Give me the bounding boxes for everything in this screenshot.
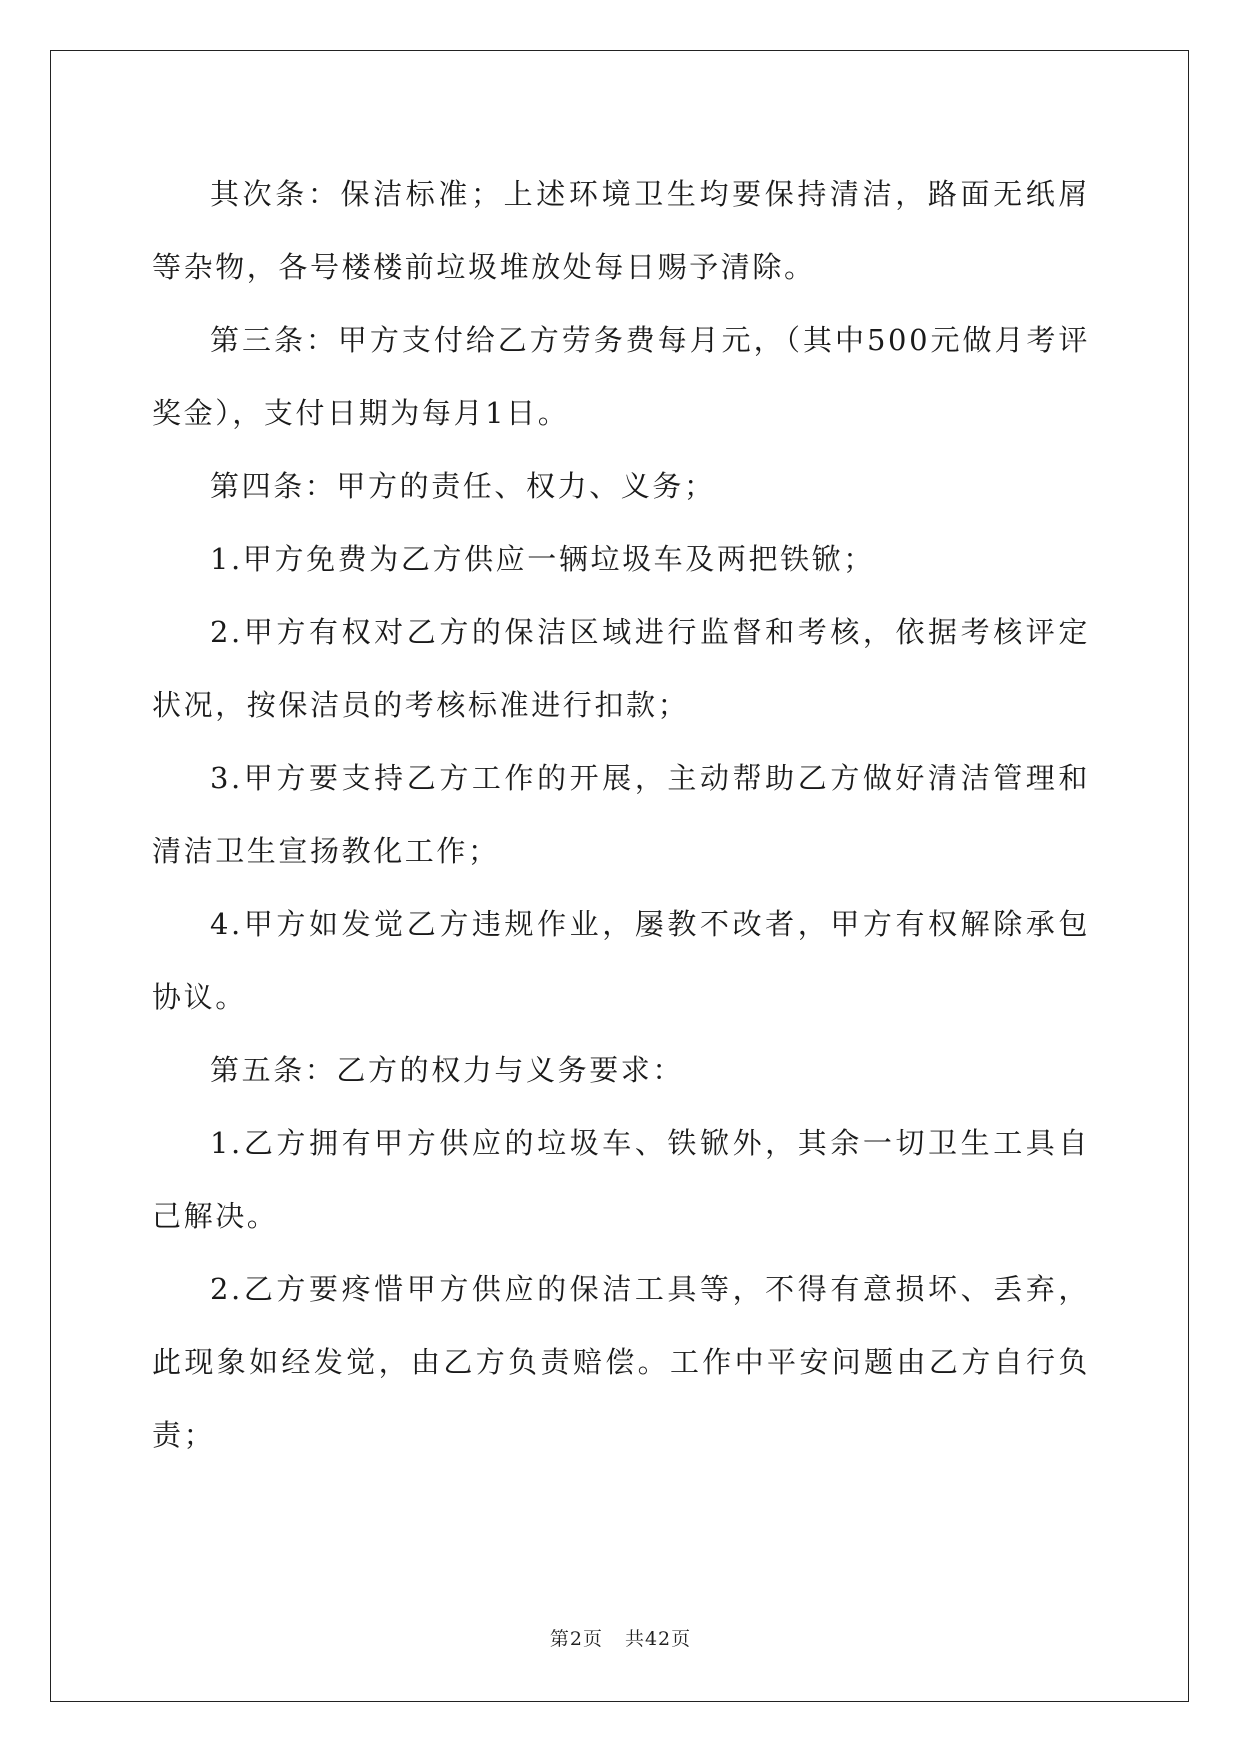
paragraph-clause-4-heading: 第四条：甲方的责任、权力、义务； (210, 469, 716, 503)
page-number-current: 第2页 (549, 1628, 603, 1650)
document-body (152, 158, 1090, 1472)
paragraph-clause-4-item-4: 4.甲方如发觉乙方违规作业，屡教不改者，甲方有权解除承包协议。 (152, 907, 1090, 1014)
paragraph-clause-3: 第三条：甲方支付给乙方劳务费每月元，（其中500元做月考评奖金），支付日期为每月1日。 (152, 323, 1090, 430)
paragraph-clause-4-item-2: 2.甲方有权对乙方的保洁区域进行监督和考核，依据考核评定状况，按保洁员的考核标准进行扣款； (152, 615, 1090, 722)
paragraph-clause-4-item-3: 3.甲方要支持乙方工作的开展，主动帮助乙方做好清洁管理和清洁卫生宣扬教化工作； (152, 761, 1090, 868)
paragraph-clause-5-item-1: 1.乙方拥有甲方供应的垃圾车、铁锨外，其余一切卫生工具自己解决。 (152, 1126, 1090, 1233)
paragraph-clause-5-item-2: 2.乙方要疼惜甲方供应的保洁工具等，不得有意损坏、丢弃，此现象如经发觉，由乙方负责赔偿。工作中平安问题由乙方自行负责； (152, 1272, 1090, 1452)
paragraph-clause-5-heading: 第五条：乙方的权力与义务要求： (210, 1053, 685, 1087)
page-number-total: 共42页 (624, 1628, 692, 1650)
paragraph-clause-2: 其次条：保洁标准；上述环境卫生均要保持清洁，路面无纸屑等杂物，各号楼楼前垃圾堆放处每日赐予清除。 (152, 177, 1090, 284)
page-footer (0, 1624, 1241, 1651)
paragraph-clause-4-item-1: 1.甲方免费为乙方供应一辆垃圾车及两把铁锨； (210, 542, 875, 576)
